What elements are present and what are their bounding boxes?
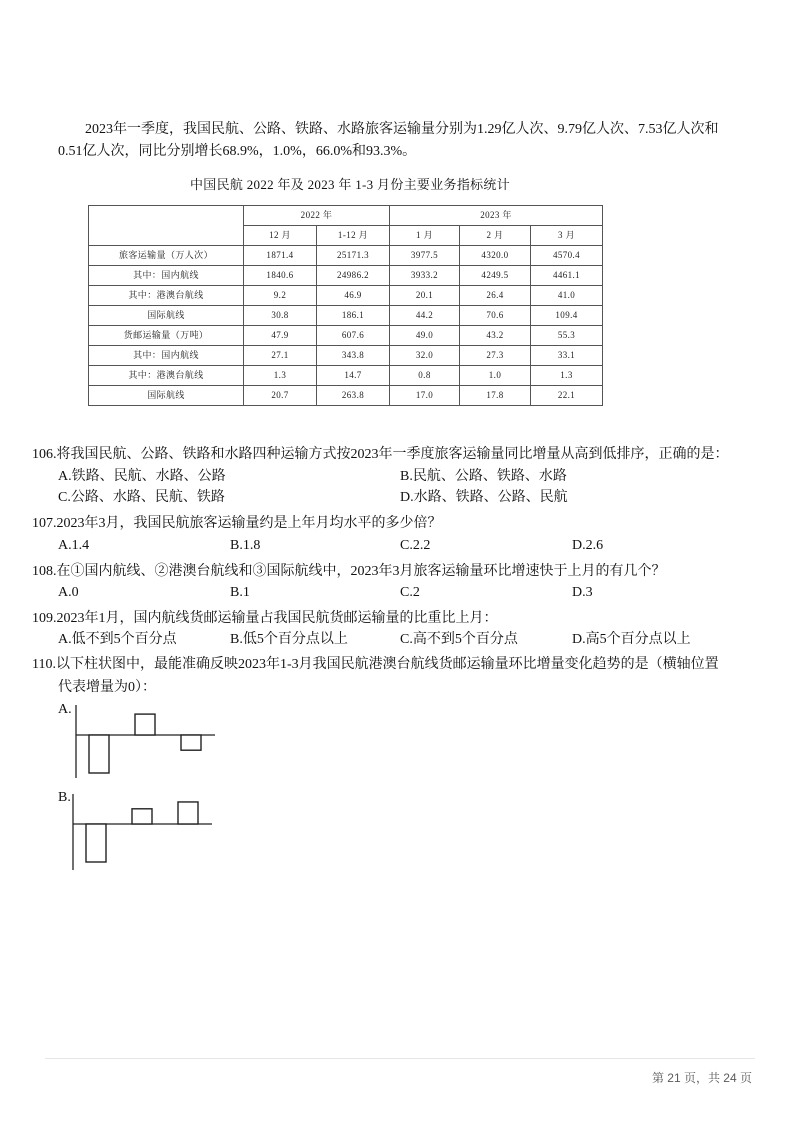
table-cell: 1.3 — [244, 366, 317, 386]
table-cell: 24986.2 — [317, 266, 390, 286]
table-cell: 9.2 — [244, 286, 317, 306]
table-row — [89, 346, 603, 366]
bar-2-positive — [132, 809, 152, 824]
question-108-option-c: C.2 — [400, 585, 420, 600]
footer-divider — [45, 1058, 755, 1059]
table-cell: 186.1 — [317, 306, 390, 326]
table-cell: 14.7 — [317, 366, 390, 386]
row-label: 其中：港澳台航线 — [89, 366, 244, 386]
month-header: 1 月 — [390, 226, 460, 246]
table-row — [89, 286, 603, 306]
table-title: 中国民航 2022 年及 2023 年 1-3 月份主要业务指标统计 — [189, 177, 511, 192]
table-cell: 263.8 — [317, 386, 390, 406]
month-header: 2 月 — [460, 226, 531, 246]
table-cell: 44.2 — [390, 306, 460, 326]
intro-paragraph-line-2: 0.51亿人次，同比分别增长68.9%，1.0%，66.0%和93.3%。 — [58, 144, 417, 159]
table-corner-cell — [89, 206, 244, 246]
table-cell: 1871.4 — [244, 246, 317, 266]
year-header-2022: 2022 年 — [244, 206, 390, 226]
table-row — [89, 306, 603, 326]
table-cell: 26.4 — [460, 286, 531, 306]
table-cell: 70.6 — [460, 306, 531, 326]
table-cell: 20.7 — [244, 386, 317, 406]
question-106-stem: 106.将我国民航、公路、铁路和水路四种运输方式按2023年一季度旅客运输量同比增量从高到低排序，正确的是： — [32, 447, 729, 462]
table-cell: 55.3 — [531, 326, 603, 346]
table-cell: 4570.4 — [531, 246, 603, 266]
table-cell: 49.0 — [390, 326, 460, 346]
table-cell: 30.8 — [244, 306, 317, 326]
table-cell: 109.4 — [531, 306, 603, 326]
table-row — [89, 326, 603, 346]
month-header: 1-12 月 — [317, 226, 390, 246]
table-cell: 343.8 — [317, 346, 390, 366]
bar-3-negative — [181, 735, 201, 750]
table-row — [89, 366, 603, 386]
question-110-stem-line-2: 代表增量为0）： — [58, 680, 156, 695]
question-108-option-d: D.3 — [572, 585, 593, 600]
table-cell: 27.1 — [244, 346, 317, 366]
table-cell: 20.1 — [390, 286, 460, 306]
question-107-stem: 107.2023年3月，我国民航旅客运输量约是上年月均水平的多少倍？ — [32, 516, 442, 531]
question-107-option-b: B.1.8 — [230, 538, 261, 553]
question-108-option-b: B.1 — [230, 585, 250, 600]
row-label: 货邮运输量（万吨） — [89, 326, 244, 346]
row-label: 国际航线 — [89, 386, 244, 406]
table-cell: 25171.3 — [317, 246, 390, 266]
table-cell: 17.8 — [460, 386, 531, 406]
bar-1-negative — [89, 735, 109, 773]
question-109-option-a: A.低不到5个百分点 — [58, 632, 177, 647]
table-cell: 43.2 — [460, 326, 531, 346]
year-header-2023: 2023 年 — [390, 206, 603, 226]
table-cell: 4461.1 — [531, 266, 603, 286]
page-number: 第 21 页，共 24 页 — [651, 1071, 752, 1085]
table-cell: 0.8 — [390, 366, 460, 386]
question-108-option-a: A.0 — [58, 585, 79, 600]
bar-3-positive — [178, 802, 198, 824]
table-cell: 17.0 — [390, 386, 460, 406]
intro-paragraph-line-1: 2023年一季度，我国民航、公路、铁路、水路旅客运输量分别为1.29亿人次、9.79亿人次、7.53亿人次和 — [85, 122, 719, 137]
bars-group — [86, 802, 198, 862]
question-106-option-a: A.铁路、民航、水路、公路 — [58, 469, 226, 484]
question-107-option-c: C.2.2 — [400, 538, 431, 553]
table-cell: 47.9 — [244, 326, 317, 346]
question-108-stem: 108.在①国内航线、②港澳台航线和③国际航线中，2023年3月旅客运输量环比增速快于上月的有几个？ — [32, 564, 666, 579]
table-cell: 32.0 — [390, 346, 460, 366]
question-110-option-a-label: A. — [58, 702, 72, 717]
header-row-years — [89, 206, 603, 226]
row-label: 其中：港澳台航线 — [89, 286, 244, 306]
table-cell: 3977.5 — [390, 246, 460, 266]
question-107-option-a: A.1.4 — [58, 538, 90, 553]
table-cell: 4249.5 — [460, 266, 531, 286]
month-header: 3 月 — [531, 226, 603, 246]
bar-1-negative — [86, 824, 106, 862]
question-109-stem: 109.2023年1月，国内航线货邮运输量占我国民航货邮运输量的比重比上月： — [32, 611, 498, 626]
question-110-option-b-label: B. — [58, 790, 71, 805]
table-cell: 1.3 — [531, 366, 603, 386]
table-row — [89, 246, 603, 266]
row-label: 其中：国内航线 — [89, 346, 244, 366]
table-row — [89, 386, 603, 406]
table-cell: 1840.6 — [244, 266, 317, 286]
table-cell: 3933.2 — [390, 266, 460, 286]
question-109-option-d: D.高5个百分点以上 — [572, 632, 691, 647]
table-cell: 33.1 — [531, 346, 603, 366]
option-b-bar-chart — [67, 789, 217, 873]
question-106-option-d: D.水路、铁路、公路、民航 — [400, 490, 568, 505]
table-cell: 27.3 — [460, 346, 531, 366]
row-label: 旅客运输量（万人次） — [89, 246, 244, 266]
month-header: 12 月 — [244, 226, 317, 246]
question-106-option-c: C.公路、水路、民航、铁路 — [58, 490, 225, 505]
row-label: 其中：国内航线 — [89, 266, 244, 286]
table-cell: 1.0 — [460, 366, 531, 386]
option-a-bar-chart — [70, 700, 220, 784]
table-cell: 607.6 — [317, 326, 390, 346]
row-label: 国际航线 — [89, 306, 244, 326]
question-110-stem-line-1: 110.以下柱状图中，最能准确反映2023年1-3月我国民航港澳台航线货邮运输量环比增量变化趋势的是（横轴位置 — [32, 657, 719, 672]
stats-table — [88, 205, 603, 406]
table-cell: 22.1 — [531, 386, 603, 406]
table-cell: 41.0 — [531, 286, 603, 306]
table-cell: 46.9 — [317, 286, 390, 306]
question-106-option-b: B.民航、公路、铁路、水路 — [400, 469, 567, 484]
table-cell: 4320.0 — [460, 246, 531, 266]
bar-2-positive — [135, 714, 155, 735]
question-107-option-d: D.2.6 — [572, 538, 604, 553]
question-109-option-c: C.高不到5个百分点 — [400, 632, 518, 647]
table-row — [89, 266, 603, 286]
bars-group — [89, 714, 201, 773]
question-109-option-b: B.低5个百分点以上 — [230, 632, 348, 647]
